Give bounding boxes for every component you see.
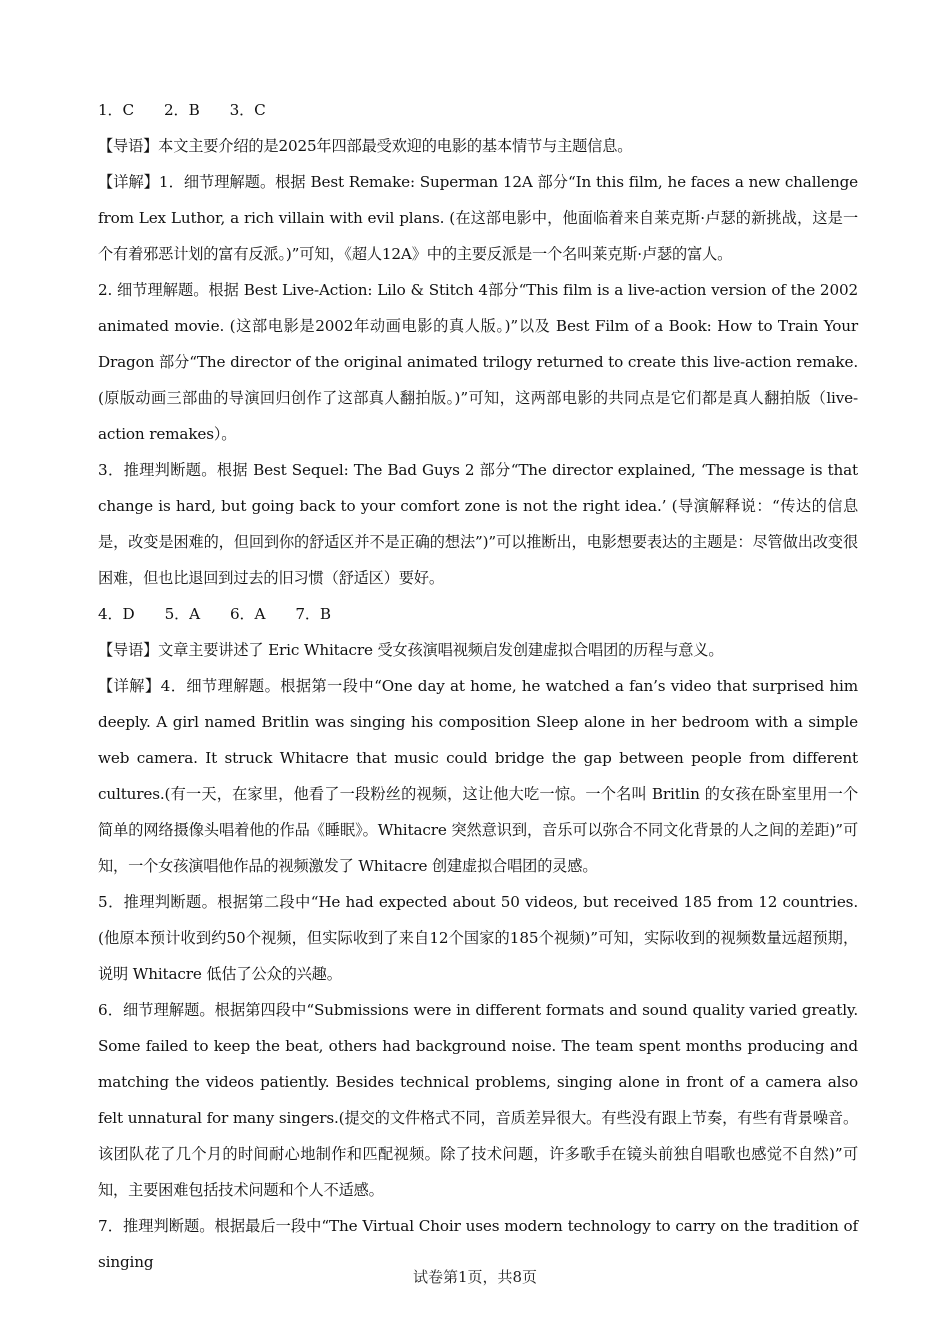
detail-question-6: 6．细节理解题。根据第四段中“Submissions were in different formats and sound quality varied greatly. Some failed to keep the beat, others had background noise. The team spent months producing and matching the videos patiently. Besides technical problems, singing alone in front of a camera also felt unnatural for many singers.(提交的文件格式不同，音质差异很大。有些没有跟上节奏，有些有背景噪音。该团队花了几个月的时间耐心地制作和匹配视频。除了技术问题，许多歌手在镜头前独自唱歌也感觉不自然)”可知，主要困难包括技术问题和个人不适感。 — [98, 1001, 858, 1199]
intro-passage-1: 【导语】本文主要介绍的是2025年四部最受欢迎的电影的基本情节与主题信息。 — [98, 137, 633, 155]
answer-3: 3．C — [229, 101, 266, 119]
intro-passage-2: 【导语】文章主要讲述了 Eric Whitacre 受女孩演唱视频启发创建虚拟合唱团的历程与意义。 — [98, 641, 724, 659]
answer-key-content — [98, 92, 858, 1280]
detail-question-2: 2. 细节理解题。根据 Best Live-Action: Lilo & Stitch 4部分“This film is a live-action version of the 2002 animated movie. (这部电影是2002年动画电影的真人版。)”以及 Best Film of a Book: How to Train Your Dragon 部分“The director of the original animated trilogy returned to create this live-action remake. (原版动画三部曲的导演回归创作了这部真人翻拍版。)”可知，这两部电影的共同点是它们都是真人翻拍版（live-action remakes）。 — [98, 281, 858, 443]
answers-row-2 — [98, 596, 858, 632]
detail-question-1: 【详解】1．细节理解题。根据 Best Remake: Superman 12A 部分“In this film, he faces a new challenge from Lex Luthor, a rich villain with evil plans. (在这部电影中，他面临着来自莱克斯·卢瑟的新挑战，这是一个有着邪恶计划的富有反派。)”可知，《超人12A》中的主要反派是一个名叫莱克斯·卢瑟的富人。 — [98, 173, 858, 263]
answer-7: 7．B — [295, 605, 331, 623]
answer-2: 2．B — [164, 101, 200, 119]
detail-question-5: 5．推理判断题。根据第二段中“He had expected about 50 videos, but received 185 from 12 countries.(他原本预计收到约50个视频，但实际收到了来自12个国家的185个视频)”可知，实际收到的视频数量远超预期，说明 Whitacre 低估了公众的兴趣。 — [98, 893, 858, 983]
detail-question-3: 3．推理判断题。根据 Best Sequel: The Bad Guys 2 部分“The director explained, ‘The message is that change is hard, but going back to your comfort zone is not the right idea.’ (导演解释说：“传达的信息是，改变是困难的，但回到你的舒适区并不是正确的想法”)”可以推断出，电影想要表达的主题是：尽管做出改变很困难，但也比退回到过去的旧习惯（舒适区）要好。 — [98, 461, 858, 587]
answers-row-1 — [98, 92, 858, 128]
page-footer: 试卷第1页，共8页 — [412, 1268, 538, 1286]
answer-6: 6．A — [229, 605, 266, 623]
detail-question-7: 7．推理判断题。根据最后一段中“The Virtual Choir uses modern technology to carry on the tradition of singing — [98, 1217, 858, 1271]
answer-4: 4．D — [98, 605, 135, 623]
answer-5: 5．A — [164, 605, 200, 623]
detail-question-4: 【详解】4．细节理解题。根据第一段中“One day at home, he watched a fan’s video that surprised him deeply. A girl named Britlin was singing his composition Sleep alone in her bedroom with a simple web camera. It struck Whitacre that music could bridge the gap between people from different cultures.(有一天，在家里，他看了一段粉丝的视频，这让他大吃一惊。一个名叫 Britlin 的女孩在卧室里用一个简单的网络摄像头唱着他的作品《睡眠》。Whitacre 突然意识到，音乐可以弥合不同文化背景的人之间的差距)”可知，一个女孩演唱他作品的视频激发了 Whitacre 创建虚拟合唱团的灵感。 — [98, 677, 858, 875]
answer-1: 1．C — [98, 101, 135, 119]
